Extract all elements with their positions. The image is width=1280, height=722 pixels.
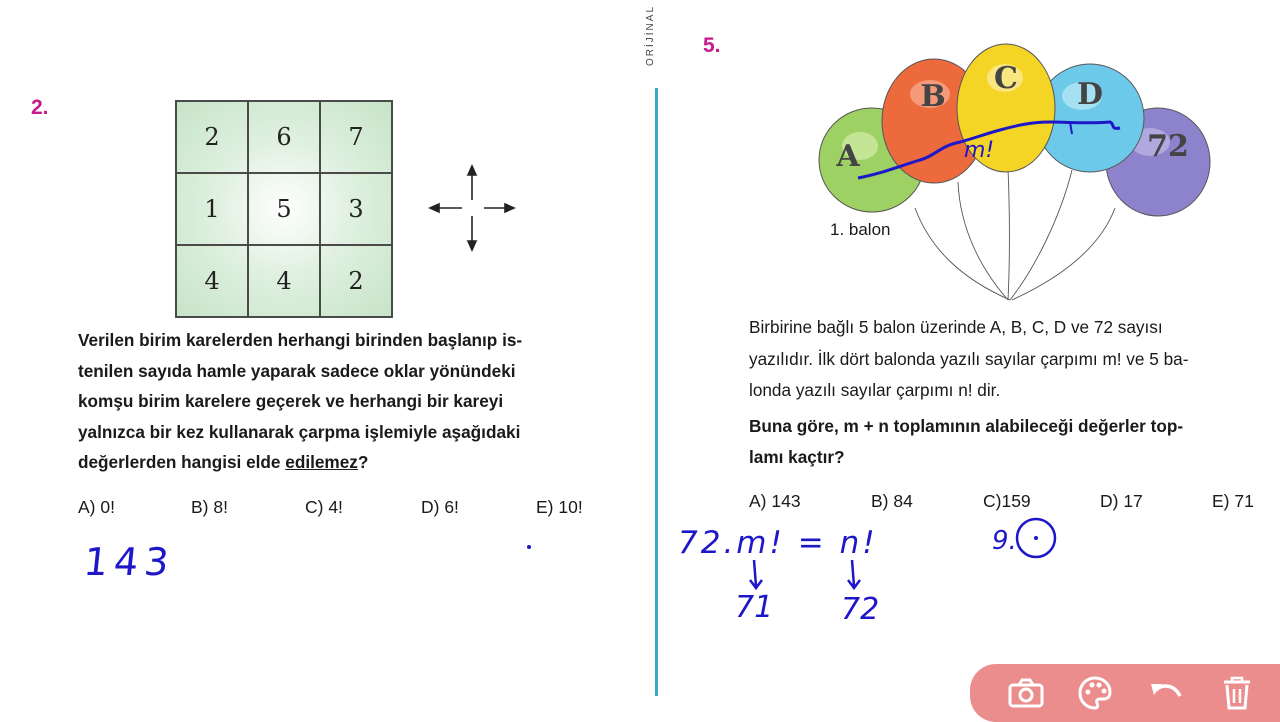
number-grid (175, 100, 393, 318)
option-c[interactable]: C)159 (983, 491, 1031, 511)
delete-button[interactable] (1216, 672, 1258, 714)
question-text-line: Verilen birim karelerden herhangi birinden başlanıp is- (78, 330, 523, 350)
grid-cell: 1 (176, 173, 248, 245)
grid-cell: 4 (248, 245, 320, 317)
grid-cell: 7 (320, 101, 392, 173)
question-text-line: yalnızca bir kez kullanarak çarpma işlemiyle aşağıdaki (78, 421, 521, 442)
annotation-toolbar (970, 664, 1280, 722)
palette-icon (1077, 675, 1113, 711)
handwritten-balloon-note: m! (964, 138, 995, 163)
grid-cell: 2 (176, 101, 248, 173)
camera-icon (1008, 678, 1044, 708)
grid-cell: 4 (176, 245, 248, 317)
balloons-illustration (810, 38, 1220, 308)
question-text-line: tenilen sayıda hamle yaparak sadece oklar yönündeki (78, 360, 516, 381)
handwritten-equation: 72.m! = n! (678, 525, 878, 561)
option-b[interactable]: B) 8! (191, 497, 228, 517)
question-2-text (78, 325, 618, 478)
text-prefix: değerlerden hangisi elde (78, 452, 286, 472)
option-e[interactable]: E) 10! (536, 497, 583, 517)
text-suffix: ? (357, 452, 369, 472)
handwritten-circle (1014, 516, 1058, 560)
option-b[interactable]: B) 84 (871, 491, 913, 511)
handwritten-n-value: 72 (841, 592, 880, 627)
camera-button[interactable] (1005, 672, 1047, 714)
handwritten-answer: 143 (81, 540, 177, 584)
handwriting-dot (527, 545, 531, 549)
first-balloon-caption: 1. balon (830, 220, 891, 239)
trash-icon (1222, 676, 1252, 710)
question-5-number: 5. (703, 34, 721, 57)
option-a[interactable]: A) 0! (78, 497, 115, 517)
direction-arrows-icon (428, 164, 516, 252)
question-text-line: londa yazılı sayılar çarpımı n! dir. (749, 380, 1001, 400)
option-c[interactable]: C) 4! (305, 497, 343, 517)
grid-cell: 5 (248, 173, 320, 245)
handwritten-m-value: 71 (735, 590, 774, 625)
handwritten-arrows (740, 558, 880, 594)
balloon-72-label: 72 (1147, 129, 1189, 164)
option-d[interactable]: D) 17 (1100, 491, 1143, 511)
grid-cell: 6 (248, 101, 320, 173)
balloon-b-label: B (920, 79, 946, 114)
question-5-text (749, 312, 1279, 407)
page-divider (655, 88, 658, 696)
option-d[interactable]: D) 6! (421, 497, 459, 517)
question-prompt-line: lamı kaçtır? (749, 446, 845, 467)
question-2-number: 2. (31, 96, 49, 119)
palette-button[interactable] (1074, 672, 1116, 714)
brand-text: ORİJİNAL (645, 4, 656, 66)
balloon-a-label: A (836, 139, 860, 174)
question-text-line: komşu birim karelere geçerek ve herhangi bir kareyi (78, 391, 504, 411)
option-a[interactable]: A) 143 (749, 491, 801, 511)
undo-button[interactable] (1145, 672, 1187, 714)
handwritten-side-note: 9. (992, 526, 1017, 556)
balloon-d-label: D (1076, 77, 1104, 112)
balloon-c-label: C (994, 61, 1018, 96)
undo-icon (1148, 678, 1184, 708)
grid-cell: 2 (320, 245, 392, 317)
question-text-line: Birbirine bağlı 5 balon üzerinde A, B, C, D ve 72 sayısı (749, 317, 1163, 337)
question-prompt-line: Buna göre, m + n toplamının alabileceği değerler top- (749, 416, 1184, 436)
option-e[interactable]: E) 71 (1212, 491, 1254, 511)
question-text-line (78, 447, 618, 478)
question-text-line: yazılıdır. İlk dört balonda yazılı sayılar çarpımı m! ve 5 ba- (749, 348, 1189, 369)
underlined-word: edilemez (285, 452, 358, 472)
grid-cell: 3 (320, 173, 392, 245)
question-5-prompt (749, 411, 1279, 472)
